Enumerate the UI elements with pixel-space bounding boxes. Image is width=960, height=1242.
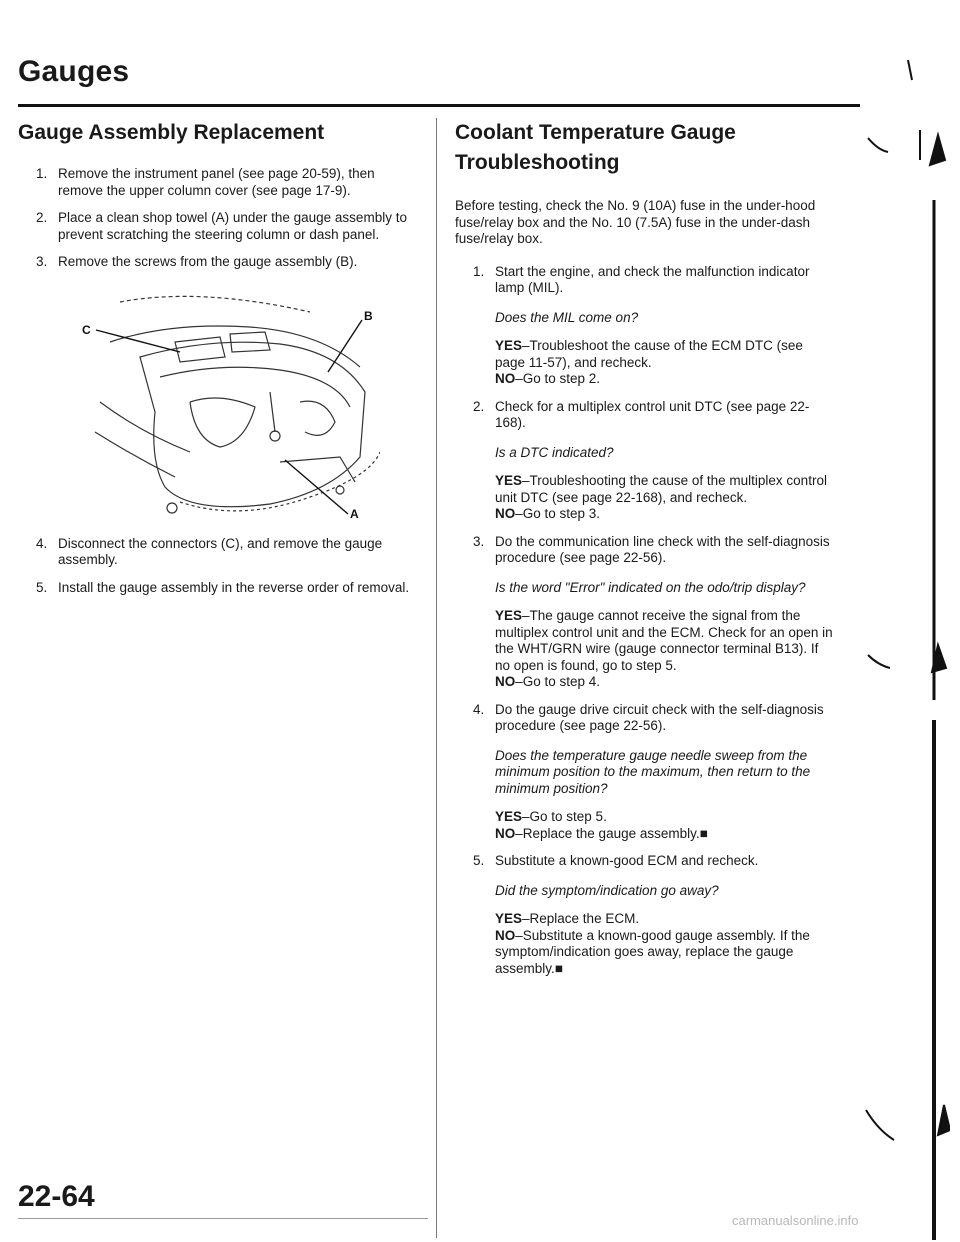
yes-label: YES <box>495 338 523 353</box>
step-number: 5. <box>36 579 48 595</box>
list-item <box>18 254 410 271</box>
step-question: Does the temperature gauge needle sweep from the minimum position to the maximum, then return to the minimum position? <box>495 747 811 796</box>
yes-text: –Troubleshoot the cause of the ECM DTC (see page 11-57), and recheck. <box>495 338 803 370</box>
page-section-title: Gauges <box>18 55 130 88</box>
list-item <box>18 580 410 597</box>
right-section-title-line2: Troubleshooting <box>455 151 620 174</box>
no-label: NO <box>495 506 516 521</box>
no-answer <box>495 371 835 388</box>
yes-label: YES <box>495 473 523 488</box>
step-number: 4. <box>36 535 48 551</box>
no-text: –Substitute a known-good gauge assembly. If the symptom/indication goes away, replace the gauge assembly.■ <box>495 927 810 976</box>
step-question: Does the MIL come on? <box>495 309 639 325</box>
no-answer <box>495 674 835 691</box>
step-text: Remove the instrument panel (see page 20-59), then remove the upper column cover (see page 17-9). <box>58 166 375 198</box>
footer-rule <box>18 1218 428 1219</box>
step-text: Remove the screws from the gauge assembly (B). <box>58 254 358 269</box>
yes-answer <box>495 473 835 506</box>
troubleshooting-steps <box>455 264 835 978</box>
yes-answer <box>495 911 835 928</box>
left-steps-b <box>18 536 410 597</box>
no-text: –Replace the gauge assembly.■ <box>515 825 708 841</box>
step-text: Start the engine, and check the malfunction indicator lamp (MIL). <box>495 263 810 295</box>
no-answer <box>495 928 835 978</box>
yes-label: YES <box>495 911 523 926</box>
step-number: 4. <box>473 701 485 717</box>
step-text: Disconnect the connectors (C), and remove the gauge assembly. <box>58 535 383 567</box>
step-text: Do the gauge drive circuit check with the self-diagnosis procedure (see page 22-56). <box>495 701 824 733</box>
callout-c-label: C <box>82 322 91 337</box>
step-number: 2. <box>473 398 485 414</box>
no-label: NO <box>495 674 516 689</box>
step-number: 3. <box>473 533 485 549</box>
binding-edge-marks <box>860 60 950 1240</box>
yes-label: YES <box>495 608 523 623</box>
left-steps-a <box>18 166 410 271</box>
no-label: NO <box>495 825 516 841</box>
left-section-title: Gauge Assembly Replacement <box>18 121 325 144</box>
step-question: Is a DTC indicated? <box>495 444 614 460</box>
callout-a-label: A <box>350 506 359 521</box>
header-rule <box>18 104 860 107</box>
yes-answer <box>495 608 835 674</box>
step-question: Did the symptom/indication go away? <box>495 882 719 898</box>
yes-text: –Go to step 5. <box>522 809 607 824</box>
step-text: Install the gauge assembly in the reverse order of removal. <box>58 579 410 595</box>
step-question: Is the word "Error" indicated on the odo/trip display? <box>495 579 806 595</box>
no-answer <box>495 506 835 523</box>
intro-paragraph: Before testing, check the No. 9 (10A) fuse in the under-hood fuse/relay box and the No. 10 (7.5A) fuse in the under-dash fuse/relay box. <box>455 198 816 246</box>
list-item <box>18 536 410 569</box>
yes-text: –The gauge cannot receive the signal from the multiplex control unit and the ECM. Check for an open in the WHT/GRN wire (gauge connector terminal B13). If no open is found, go to step 5. <box>495 608 833 673</box>
step-text: Substitute a known-good ECM and recheck. <box>495 853 759 868</box>
step-number: 3. <box>36 254 48 269</box>
watermark: carmanualsonline.info <box>732 1213 859 1228</box>
no-text: –Go to step 2. <box>515 371 601 386</box>
right-column <box>455 118 835 988</box>
column-divider <box>436 118 437 1238</box>
right-section-title-line1: Coolant Temperature Gauge <box>455 121 736 144</box>
no-answer <box>495 826 835 843</box>
step-text: Do the communication line check with the self-diagnosis procedure (see page 22-56). <box>495 533 830 565</box>
list-item <box>18 166 410 199</box>
gauge-assembly-drawing <box>80 282 380 522</box>
list-item <box>455 399 835 523</box>
step-number: 1. <box>36 166 48 181</box>
no-text: –Go to step 4. <box>515 674 601 689</box>
list-item <box>455 853 835 977</box>
step-number: 1. <box>473 263 485 279</box>
list-item <box>455 534 835 691</box>
list-item <box>455 264 835 388</box>
list-item <box>18 210 410 243</box>
page-number: 22-64 <box>18 1180 95 1213</box>
gauge-assembly-illustration <box>80 282 380 522</box>
step-number: 5. <box>473 853 485 868</box>
no-label: NO <box>495 371 516 386</box>
yes-answer <box>495 809 835 826</box>
yes-answer <box>495 338 835 371</box>
yes-text: –Troubleshooting the cause of the multiplex control unit DTC (see page 22-168), and recheck. <box>495 473 827 505</box>
step-text: Place a clean shop towel (A) under the gauge assembly to prevent scratching the steering column or dash panel. <box>58 210 407 242</box>
yes-label: YES <box>495 809 523 824</box>
no-label: NO <box>495 927 516 943</box>
list-item <box>455 702 835 843</box>
callout-b-label: B <box>364 308 373 323</box>
no-text: –Go to step 3. <box>515 506 601 521</box>
yes-text: –Replace the ECM. <box>522 911 640 926</box>
left-column <box>18 118 410 607</box>
step-text: Check for a multiplex control unit DTC (see page 22-168). <box>495 398 810 430</box>
step-number: 2. <box>36 210 48 225</box>
